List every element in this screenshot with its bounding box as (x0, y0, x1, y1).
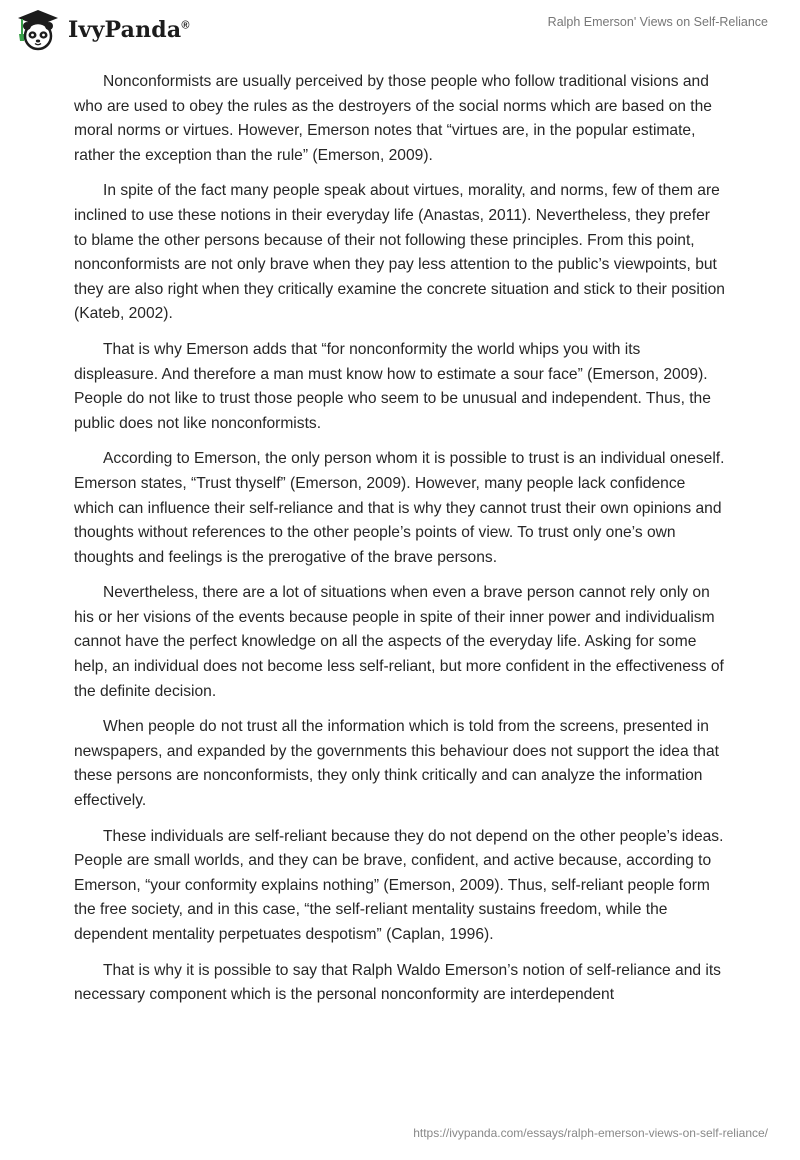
paragraph: That is why Emerson adds that “for nonconformity the world whips you with its displeasure. And therefore a man must know how to estimate a sour face” (Emerson, 2009). People do not like to trust those people who seem to be unusual and independent. Thus, the public does not like nonconformists. (74, 340, 711, 432)
essay-body (74, 70, 726, 1019)
brand-logo[interactable] (14, 8, 190, 52)
paragraph: These individuals are self-reliant because they do not depend on the other people’s ideas. People are small worlds, and they can be brave, confident, and active because, according to Emerson, “your conformity explains nothing” (Emerson, 2009). Thus, self-reliant people form the free society, and in this case, “the self-reliant mentality sustains freedom, while the dependent mentality perpetuates despotism” (Caplan, 1996). (74, 827, 724, 943)
source-url[interactable]: https://ivypanda.com/essays/ralph-emerson-views-on-self-reliance/ (413, 1126, 768, 1140)
paragraph: That is why it is possible to say that Ralph Waldo Emerson’s notion of self-reliance and its necessary component which is the personal nonconformity are interdependent (74, 961, 721, 1004)
registered-mark: ® (181, 19, 190, 32)
paragraph: According to Emerson, the only person whom it is possible to trust is an individual oneself. Emerson states, “Trust thyself” (Emerson, 2009). However, many people lack confidence which can influence their self-reliance and that is why they cannot trust their own opinions and thoughts without references to the other people’s points of view. To trust only one’s own thoughts and feelings is the prerogative of the brave persons. (74, 450, 725, 566)
brand-name: IvyPanda® (68, 17, 190, 43)
paragraph: When people do not trust all the information which is told from the screens, presented in newspapers, and expanded by the governments this behaviour does not support the idea that these persons are nonconformists, they only think critically and can analyze the information effectively. (74, 718, 719, 810)
panda-logo-icon (14, 8, 62, 52)
paragraph: In spite of the fact many people speak about virtues, morality, and norms, few of them are inclined to use these notions in their everyday life (Anastas, 2011). Nevertheless, they prefer to blame the other persons because of their not following these principles. From this point, nonconformists are not only brave when they pay less attention to the public’s viewpoints, but they are also right when they critically examine the concrete situation and stick to their position (Kateb, 2002). (74, 182, 725, 323)
paragraph: Nevertheless, there are a lot of situations when even a brave person cannot rely only on his or her visions of the events because people in spite of their inner power and individualism cannot have the perfect knowledge on all the aspects of the everyday life. Asking for some help, an individual does not become less self-reliant, but more confident in the effectiveness of the definite decision. (74, 584, 724, 700)
document-title: Ralph Emerson' Views on Self-Reliance (547, 15, 768, 29)
page-header (0, 0, 800, 60)
paragraph: Nonconformists are usually perceived by those people who follow traditional visions and who are used to obey the rules as the destroyers of the social norms which are based on the moral norms or virtues. However, Emerson notes that “virtues are, in the popular estimate, rather the exception than the rule” (Emerson, 2009). (74, 73, 712, 164)
